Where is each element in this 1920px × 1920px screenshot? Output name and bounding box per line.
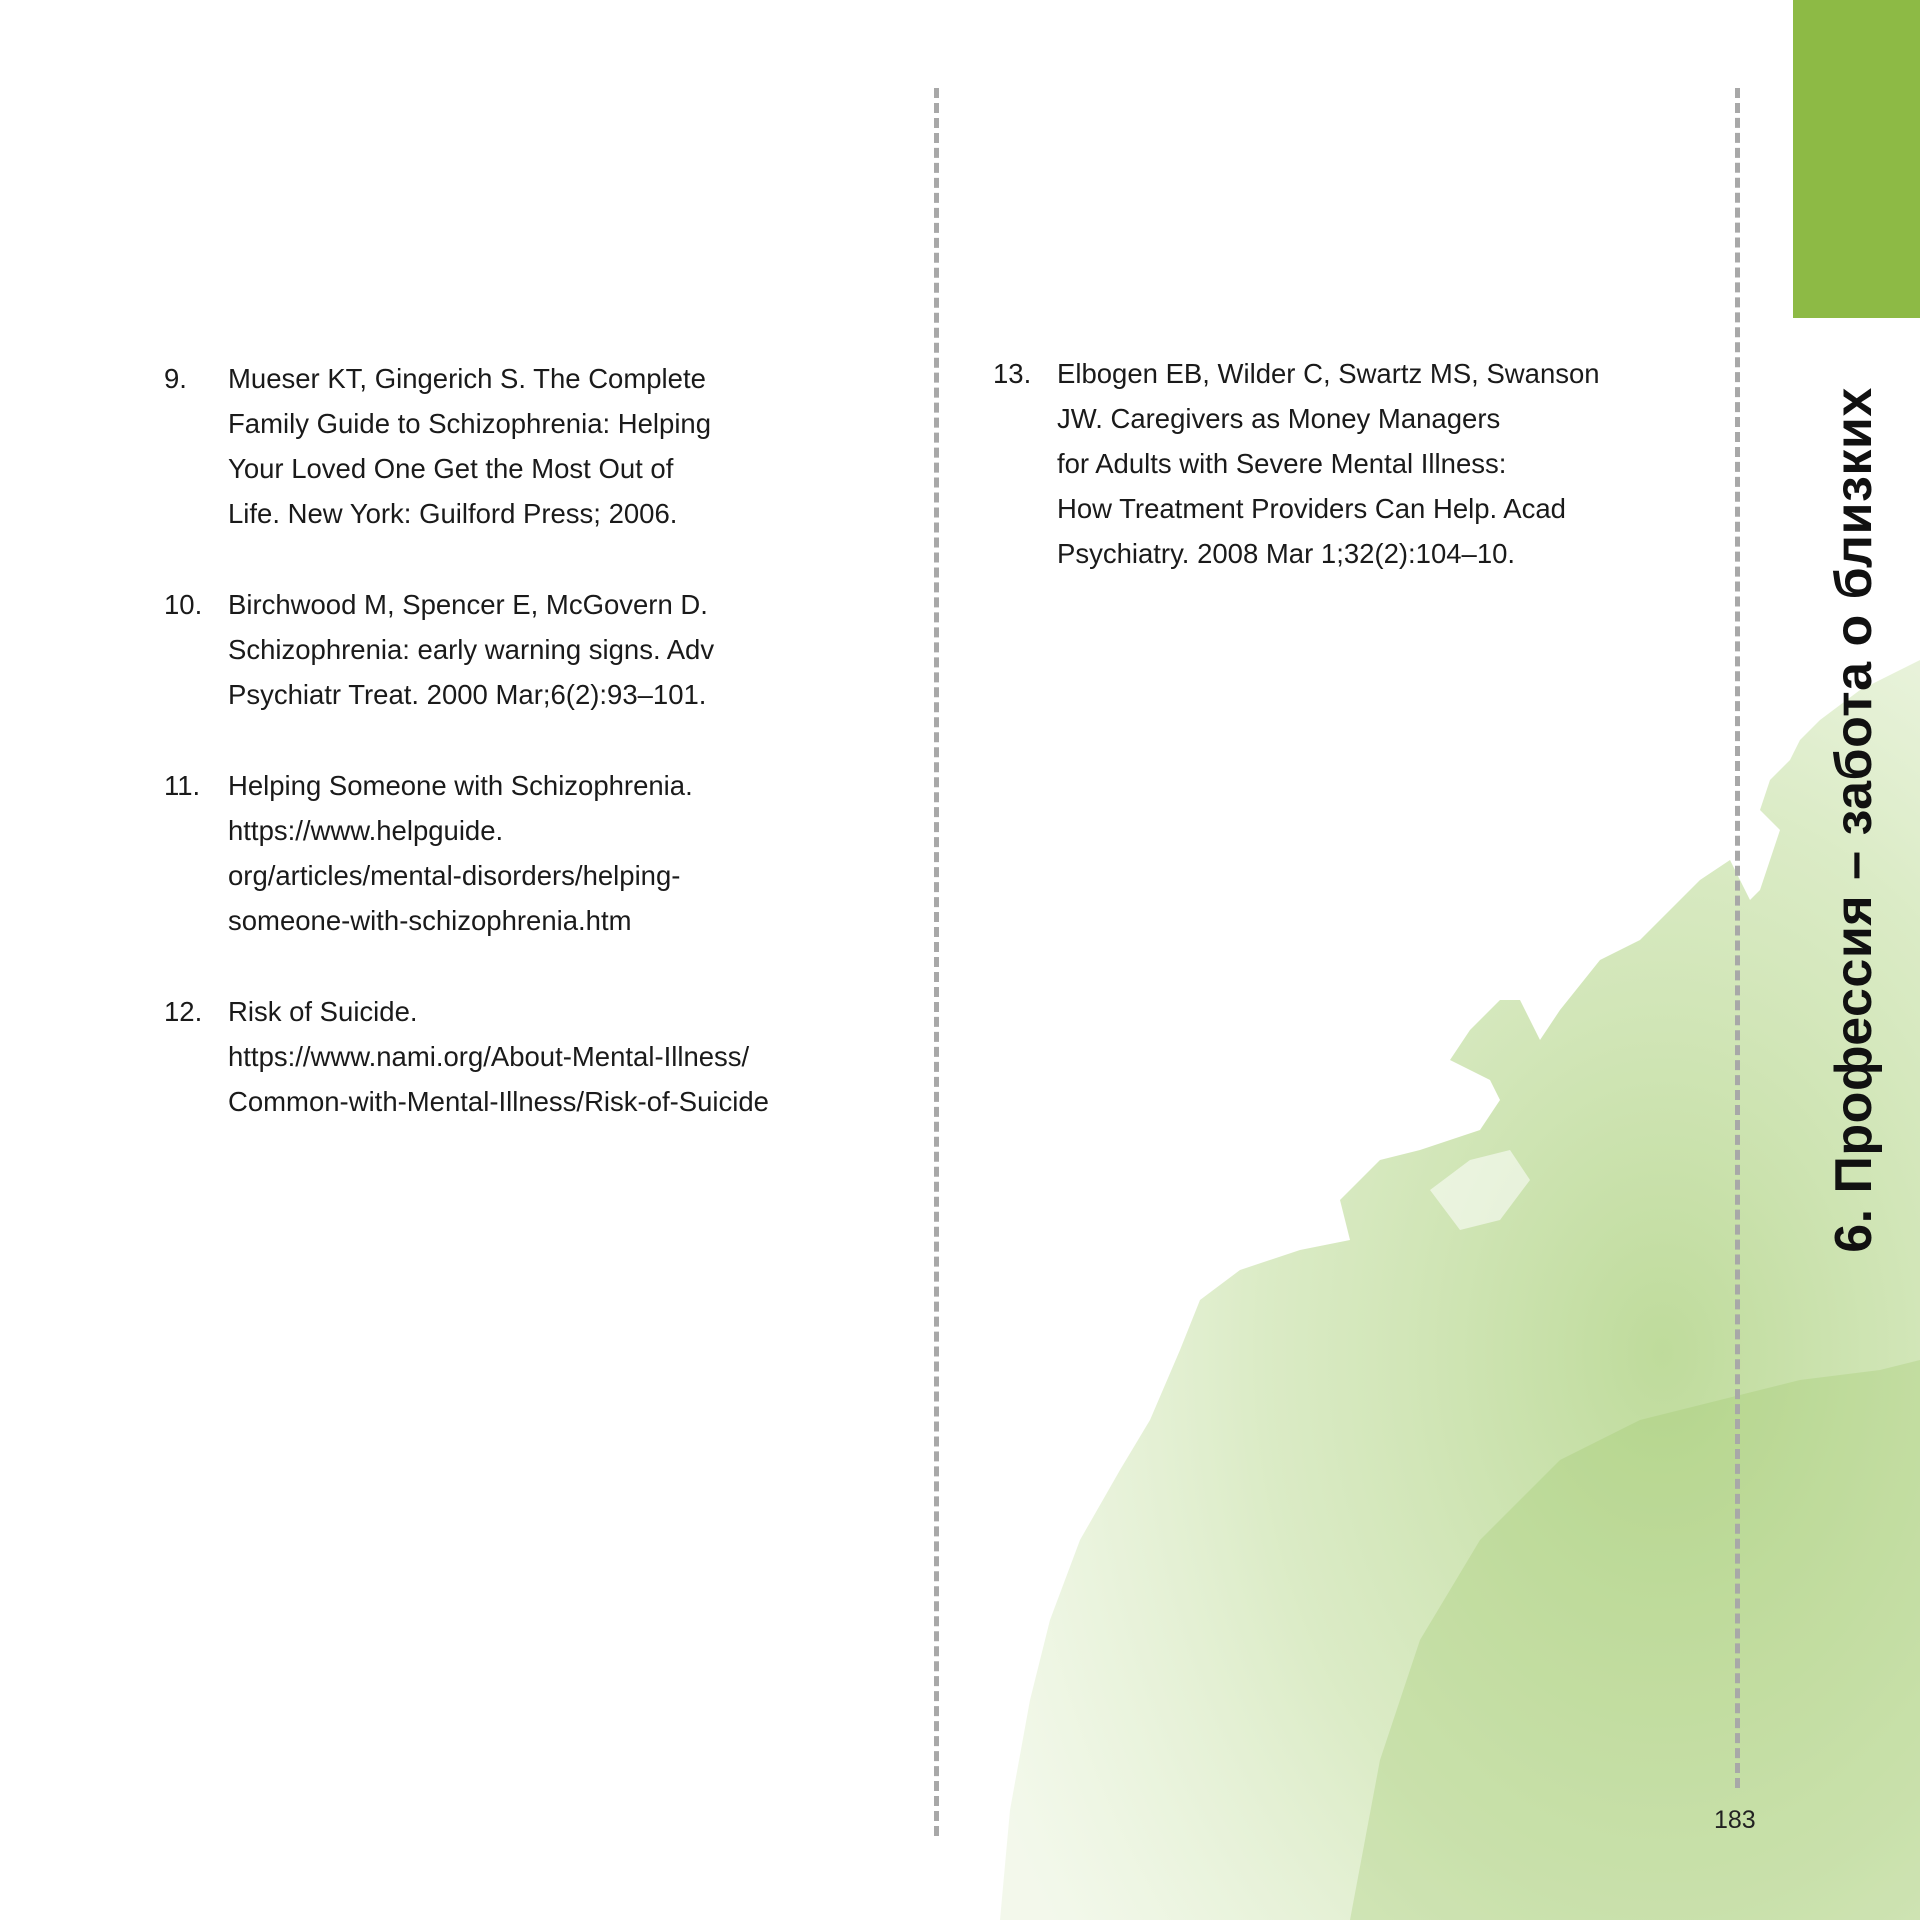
reference-text [164,356,864,536]
reference-item [164,356,864,536]
chapter-title: 6. Профессия – забота о близких [1825,387,1883,1253]
reference-number: 12. [164,996,203,1027]
reference-item [164,989,864,1124]
reference-link[interactable]: someone-with-schizophrenia.htm [228,905,632,936]
reference-line: Schizophrenia: early warning signs. Adv [228,634,715,665]
column-divider-left [934,88,939,1836]
reference-line: Psychiatry. 2008 Mar 1;32(2):104–10. [1057,538,1516,569]
reference-number: 10. [164,589,203,620]
reference-link[interactable]: Common-with-Mental-Illness/Risk-of-Suicide [228,1086,769,1117]
reference-link[interactable]: org/articles/mental-disorders/helping- [228,860,681,891]
reference-line: Mueser KT, Gingerich S. The Complete [228,363,706,394]
reference-text [993,351,1693,576]
reference-item [993,351,1693,576]
reference-line: Psychiatr Treat. 2000 Mar;6(2):93–101. [228,679,707,710]
reference-text [164,582,864,717]
reference-item [164,582,864,717]
reference-line: JW. Caregivers as Money Managers [1057,403,1501,434]
reference-line: Family Guide to Schizophrenia: Helping [228,408,712,439]
reference-line: Life. New York: Guilford Press; 2006. [228,498,678,529]
reference-link[interactable]: https://www.nami.org/About-Mental-Illness/ [228,1041,750,1072]
reference-line: Risk of Suicide. [228,996,418,1027]
references-left-column [164,356,864,1170]
reference-line: for Adults with Severe Mental Illness: [1057,448,1507,479]
references-right-column [993,351,1693,622]
reference-item [164,763,864,943]
reference-link[interactable]: https://www.helpguide. [228,815,504,846]
reference-number: 11. [164,770,201,801]
reference-line: How Treatment Providers Can Help. Acad [1057,493,1566,524]
reference-text [164,989,864,1124]
reference-line: Your Loved One Get the Most Out of [228,453,674,484]
reference-line: Elbogen EB, Wilder C, Swartz MS, Swanson [1057,358,1600,389]
reference-number: 13. [993,358,1032,389]
page-number: 183 [1714,1806,1756,1834]
reference-line: Helping Someone with Schizophrenia. [228,770,693,801]
chapter-tab [1793,0,1920,318]
reference-line: Birchwood M, Spencer E, McGovern D. [228,589,708,620]
column-divider-right [1735,88,1740,1788]
reference-text [164,763,864,943]
reference-number: 9. [164,363,187,394]
